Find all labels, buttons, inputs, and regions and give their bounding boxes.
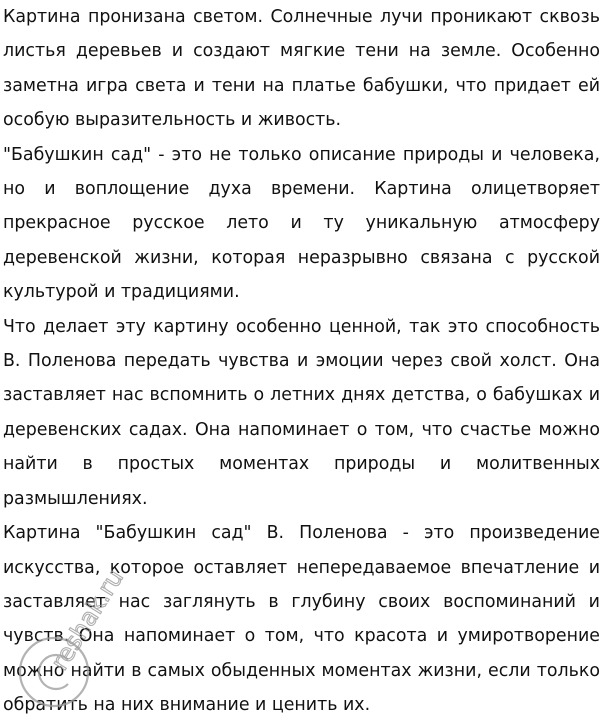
paragraph-value-of-painting: Что делает эту картину особенно ценной, так это способность В. Поленова передать чувства и эмоции через свой холст. Она заставляет нас вспомнить о летних днях детства, о бабушках и деревенских садах. Она напоминает о том, что счастье можно найти в простых моментах природы и молитвенных размышлениях. xyxy=(3,316,600,509)
watermark-text: reshak.ru xyxy=(45,564,130,676)
paragraph-light-and-shadow: Картина пронизана светом. Солнечные лучи проникают сквозь листья деревьев и создают мягкие тени на земле. Особенно заметна игра света и тени на платье бабушки, что придает ей особую выразительность и живость. xyxy=(3,7,600,131)
paragraph-conclusion: Картина "Бабушкин сад" В. Поленова - это произведение искусства, которое оставляет непередаваемое впечатление и заставляет нас заглянуть в глубину своих воспоминаний и чувств. Она напоминает о том, что красота и умиротворение можно найти в самых обыденных моментах жизни, если только обратить на них внимание и ценить их. xyxy=(3,523,600,716)
document-body xyxy=(3,0,600,723)
paragraph-spirit-of-time: "Бабушкин сад" - это не только описание природы и человека, но и воплощение духа времени. Картина олицетворяет прекрасное русское лето и ту уникальную атмосферу деревенской жизни, которая неразрывно связана с русской культурой и традициями. xyxy=(3,144,600,303)
